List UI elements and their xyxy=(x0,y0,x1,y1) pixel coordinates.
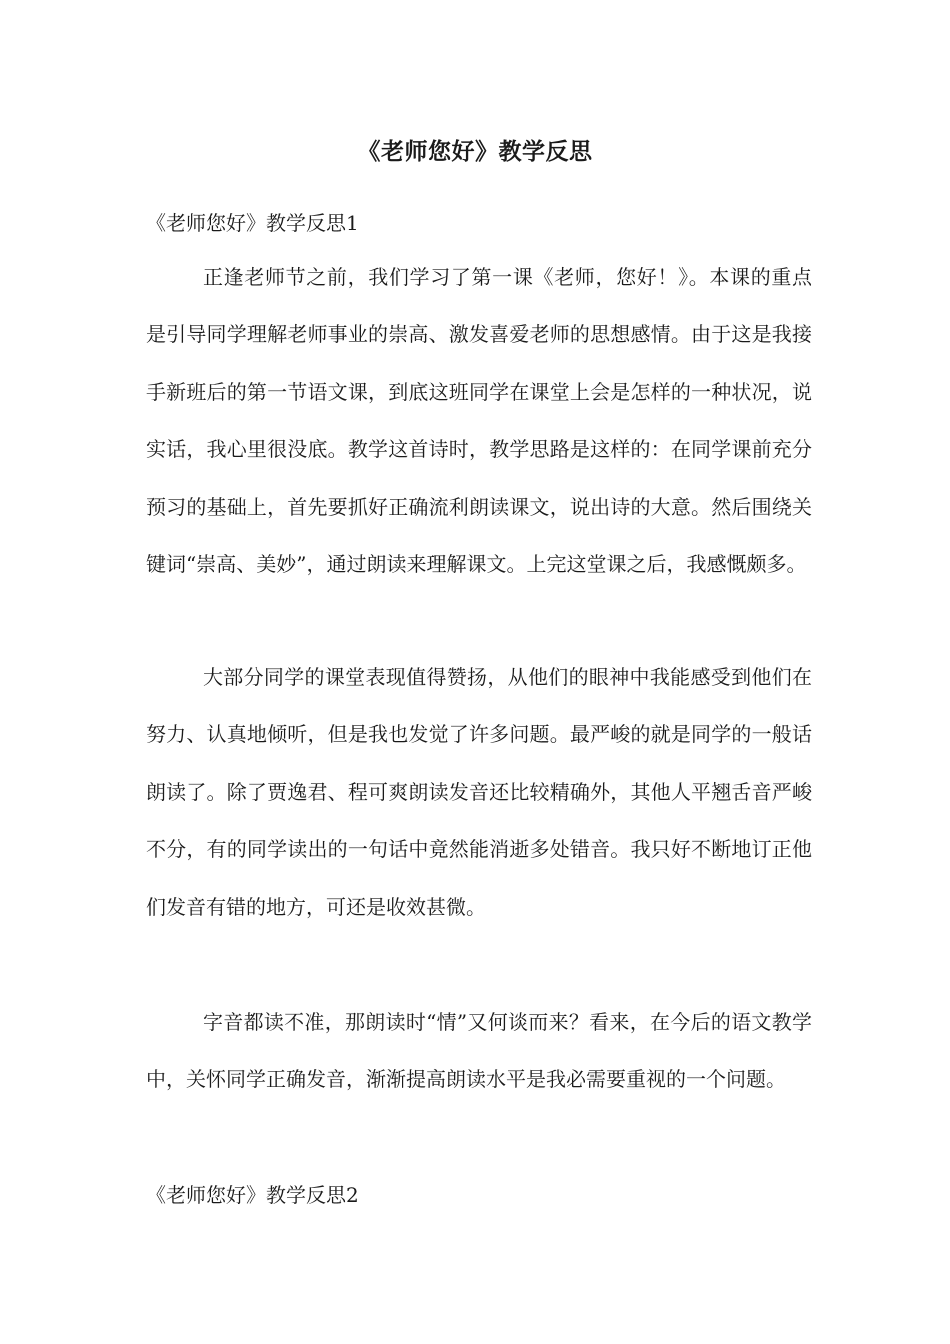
paragraph-1: 正逢老师节之前，我们学习了第一课《老师，您好！》。本课的重点是引导同学理解老师事业的崇高、激发喜爱老师的思想感情。由于这是我接手新班后的第一节语文课，到底这班同学在课堂上会是怎样的一种状况，说实话，我心里很没底。教学这首诗时，教学思路是这样的：在同学课前充分预习的基础上，首先要抓好正确流利朗读课文，说出诗的大意。然后围绕关键词“崇高、美妙”，通过朗读来理解课文。上完这堂课之后，我感慨颇多。 xyxy=(146,265,812,577)
paragraph-2: 大部分同学的课堂表现值得赞扬，从他们的眼神中我能感受到他们在努力、认真地倾听，但是我也发觉了许多问题。最严峻的就是同学的一般话朗读了。除了贾逸君、程可爽朗读发音还比较精确外，其他人平翘舌音严峻不分，有的同学读出的一句话中竟然能消逝多处错音。我只好不断地订正他们发音有错的地方，可还是收效甚微。 xyxy=(146,665,812,919)
section-heading-1: 《老师您好》教学反思1 xyxy=(146,211,359,235)
section-heading-2: 《老师您好》教学反思2 xyxy=(146,1183,359,1207)
document-title: 《老师您好》教学反思 xyxy=(357,139,593,165)
paragraph-3: 字音都读不准，那朗读时“情”又何谈而来？看来，在今后的语文教学中，关怀同学正确发音，渐渐提高朗读水平是我必需要重视的一个问题。 xyxy=(146,1010,812,1092)
